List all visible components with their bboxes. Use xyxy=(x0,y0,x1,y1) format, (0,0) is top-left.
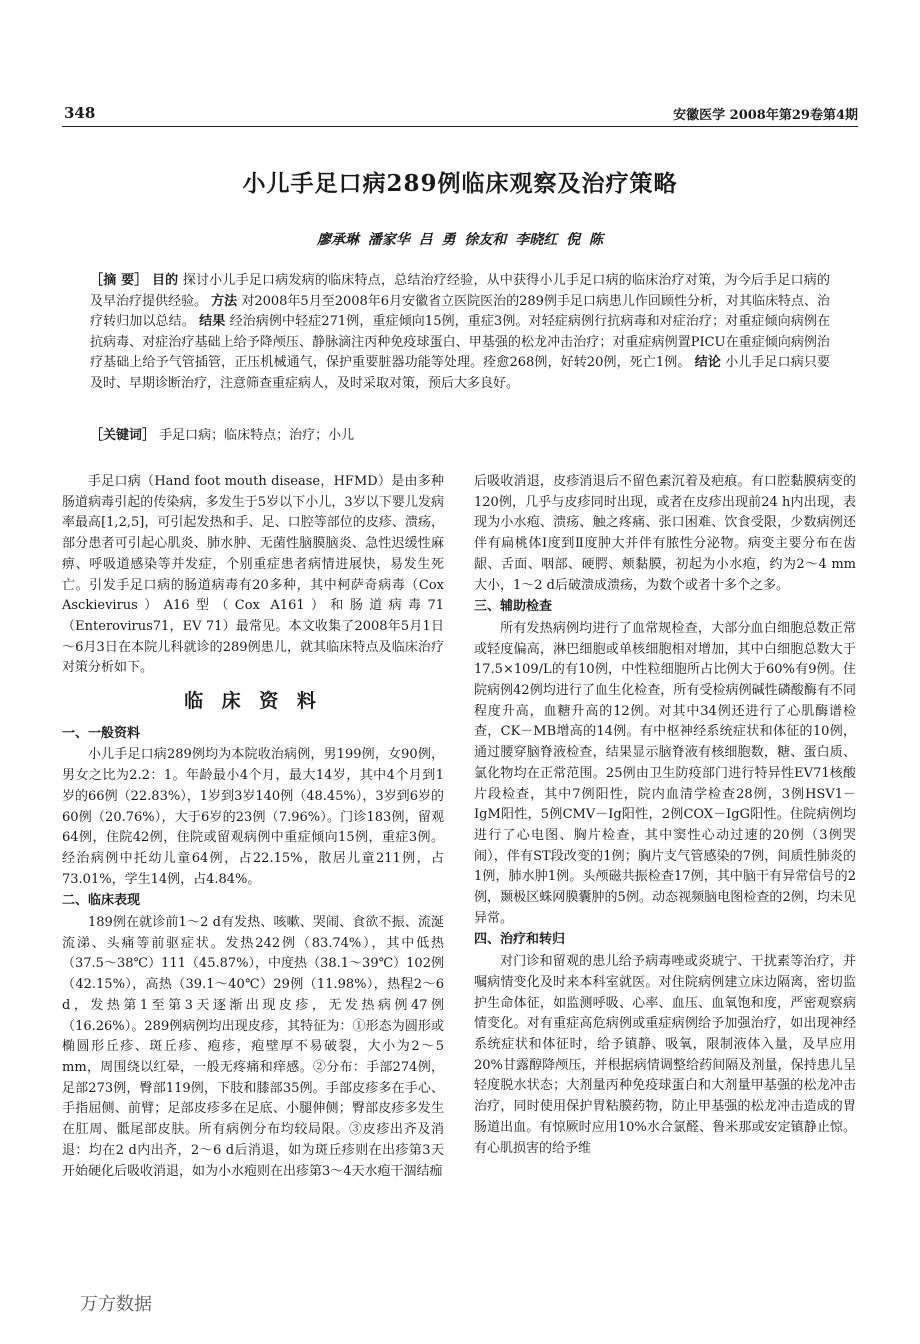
subheading-general-data: 一、一般资料 xyxy=(62,725,141,741)
conclusion-text: 小儿手足口病只要及时、早期诊断治疗，注意筛查重症病人，及时采取对策，预后大多良好。 xyxy=(90,355,830,391)
page-number: 348 xyxy=(64,104,96,122)
abstract-label: ［摘 要］ xyxy=(90,273,148,288)
right-column xyxy=(474,472,856,1159)
result-text: 经治病例中轻症271例，重症倾向15例，重症3例。对轻症病例行抗病毒和对症治疗；对重症倾向病例在抗病毒、对症治疗基础上给予降颅压、静脉滴注丙种免疫球蛋白、甲基强的松龙冲击治疗；对重症病例置PICU在重症倾向病例治疗基础上给予气管插管，正压机械通气，保护重要脏器功能等处理。痊愈268例，好转20例，死亡1例。 xyxy=(90,314,830,371)
objective-text: 探讨小儿手足口病发病的临床特点，总结治疗经验，从中获得小儿手足口病的临床治疗对策，为今后手足口病的及早治疗提供经验。 xyxy=(90,273,830,309)
objective-label: 目的 xyxy=(151,273,179,288)
result-label: 结果 xyxy=(199,314,226,330)
subheading-treatment: 四、治疗和转归 xyxy=(474,932,566,948)
method-text: 对2008年5月至2008年6月安徽省立医院医治的289例手足口病患儿作回顾性分析，对其临床特点、治疗转归加以总结。 xyxy=(90,293,830,330)
article-title: 小儿手足口病289例临床观察及治疗策略 xyxy=(242,170,678,197)
abstract xyxy=(90,271,830,395)
journal-info: 安徽医学 2008年第29卷第4期 xyxy=(673,108,858,123)
method-label: 方法 xyxy=(211,293,238,309)
general-data-paragraph: 小儿手足口病289例均为本院收治病例，男199例，女90例，男女之比为2.2：1。年龄最小4个月，最大14岁，其中4个月到1岁的66例（22.83%），1岁到3岁140例（48.45%），3岁到6岁的60例（20.76%），大于6岁的23例（7.96%）。门诊183例，留观64例，住院42例，住院或留观病例中重症倾向15例，重症3例。经治病例中托幼儿童64例，占22.15%，散居儿童211例，占73.01%，学生14例，占4.84%。 xyxy=(62,747,444,887)
subheading-clinical-manifestation: 二、临床表现 xyxy=(62,893,141,909)
treatment-paragraph: 对门诊和留观的患儿给予病毒唑或炎琥宁、干扰素等治疗，并嘱病情变化及时来本科室就医。对住院病例建立床边隔离，密切监护生命体征，如监测呼吸、心率、血压、血氧饱和度，严密观察病情变化。对有重症高危病例或重症病例给予加强治疗，如出现神经系统症状和体征时，给予镇静、吸氧，限制液体入量，及早应用20%甘露醇降颅压，并根据病情调整给药间隔及剂量，保持患儿呈轻度脱水状态；大剂量丙种免疫球蛋白和大剂量甲基强的松龙冲击治疗，同时使用保护胃粘膜药物，防止甲基强的松龙冲击造成的胃肠道出血。有惊厥时应用10%水合氯醛、鲁米那或安定镇静止惊。有心肌损害的给予维 xyxy=(474,954,856,1156)
header-rule xyxy=(62,126,858,127)
intro-paragraph: 手足口病（Hand foot mouth disease，HFMD）是由多种肠道病毒引起的传染病，多发生于5岁以下小儿，3岁以下婴儿发病率最高[1,2,5]，可引起发热和手、足、口腔等部位的皮疹、溃疡，部分患者可引起心肌炎、肺水肿、无菌性脑膜脑炎、急性迟缓性麻痹、呼吸道感染等并发症，个别重症患者病情进展快，易发生死亡。引发手足口病的肠道病毒有20多种，其中柯萨奇病毒（Cox Asckievirus）A16型（Cox A161）和肠道病毒71（Enterovirus71，EV 71）最常见。本文收集了2008年5月1日～6月3日在本院儿科就诊的289例患儿，就其临床特点及临床治疗对策分析如下。 xyxy=(62,474,444,676)
continued-paragraph: 后吸收消退，皮疹消退后不留色素沉着及疤痕。有口腔黏膜病变的120例，几乎与皮疹同时出现，或者在皮疹出现前24 h内出现，表现为小水疱、溃疡、触之疼痛、张口困难、饮食受限，少数病例还伴有扁桃体Ⅰ度到Ⅱ度肿大并伴有脓性分泌物。病变主要分布在齿龈、舌面、咽部、硬腭、颊黏膜，初起为小水疱，约为2～4 mm大小，1～2 d后破溃成溃疡，为数个或者十多个之多。 xyxy=(474,474,856,593)
left-column xyxy=(62,472,444,1182)
watermark: 万方数据 xyxy=(80,1294,152,1315)
conclusion-label: 结论 xyxy=(694,355,721,371)
subheading-auxiliary-exam: 三、辅助检查 xyxy=(474,599,553,615)
auxiliary-exam-paragraph: 所有发热病例均进行了血常规检查，大部分血白细胞总数正常或轻度偏高，淋巴细胞或单核细胞相对增加，其中白细胞总数大于17.5×109/L的有10例，中性粒细胞所占比例大于60%有9例。住院病例42例均进行了血生化检查，所有受检病例碱性磷酸酶有不同程度升高，血糖升高的12例。对其中34例还进行了心肌酶谱检查，CK－MB增高的14例。有中枢神经系统症状和体征的10例，通过腰穿脑脊液检查，结果显示脑脊液有核细胞数，糖、蛋白质、氯化物均在正常范围。25例由卫生防疫部门进行特异性EV71核酸片段检查，其中7例阳性，院内血清学检查28例，3例HSV1－IgM阳性，5例CMV－Ig阳性，2例COX－IgG阳性。住院病例均进行了心电图、胸片检查，其中窦性心动过速的20例（3例哭闹），伴有ST段改变的1例；胸片支气管感染的7例，间质性肺炎的1例，肺水肿1例。头颅磁共振检查17例，其中脑干有异常信号的2例，颞极区蛛网膜囊肿的5例。动态视频脑电图检查的2例，均未见异常。 xyxy=(474,620,856,926)
author-list: 廖承琳 潘家华 吕 勇 徐友和 李晓红 倪 陈 xyxy=(316,232,604,248)
keywords-text: 手足口病；临床特点；治疗；小儿 xyxy=(159,428,355,443)
keywords xyxy=(90,426,830,446)
section-title-clinical-data: 临 床 资 料 xyxy=(184,690,322,713)
clinical-manifestation-paragraph: 189例在就诊前1～2 d有发热、咳嗽、哭闹、食欲不振、流涎流涕、头痛等前驱症状。发热242例（83.74%），其中低热（37.5～38℃）111（45.87%），中度热（38.1～39℃）102例（42.15%），高热（39.1～40℃）29例（11.98%），热程2～6 d，发热第1至第3天逐渐出现皮疹，无发热病例47例（16.26%）。289例病例均出现皮疹，其特征为：①形态为圆形或椭圆形丘疹、斑丘疹、疱疹，疱壁厚不易破裂，大小为2～5 mm，周围绕以红晕，一般无疼痛和痒感。②分布：手部274例，足部273例，臀部119例，下肢和膝部35例。手部皮疹多在手心、手指屈侧、前臂；足部皮疹多在足底、小腿伸侧；臀部皮疹多发生在肛周、骶尾部皮肤。所有病例分布均较局限。③皮疹出齐及消退：均在2 d内出齐，2～6 d后消退，如为斑丘疹则在出疹第3天开始硬化后吸收消退，如为小水疱则在出疹第3～4天水疱干涸结痂 xyxy=(62,915,444,1179)
keywords-label: ［关键词］ xyxy=(90,428,156,443)
